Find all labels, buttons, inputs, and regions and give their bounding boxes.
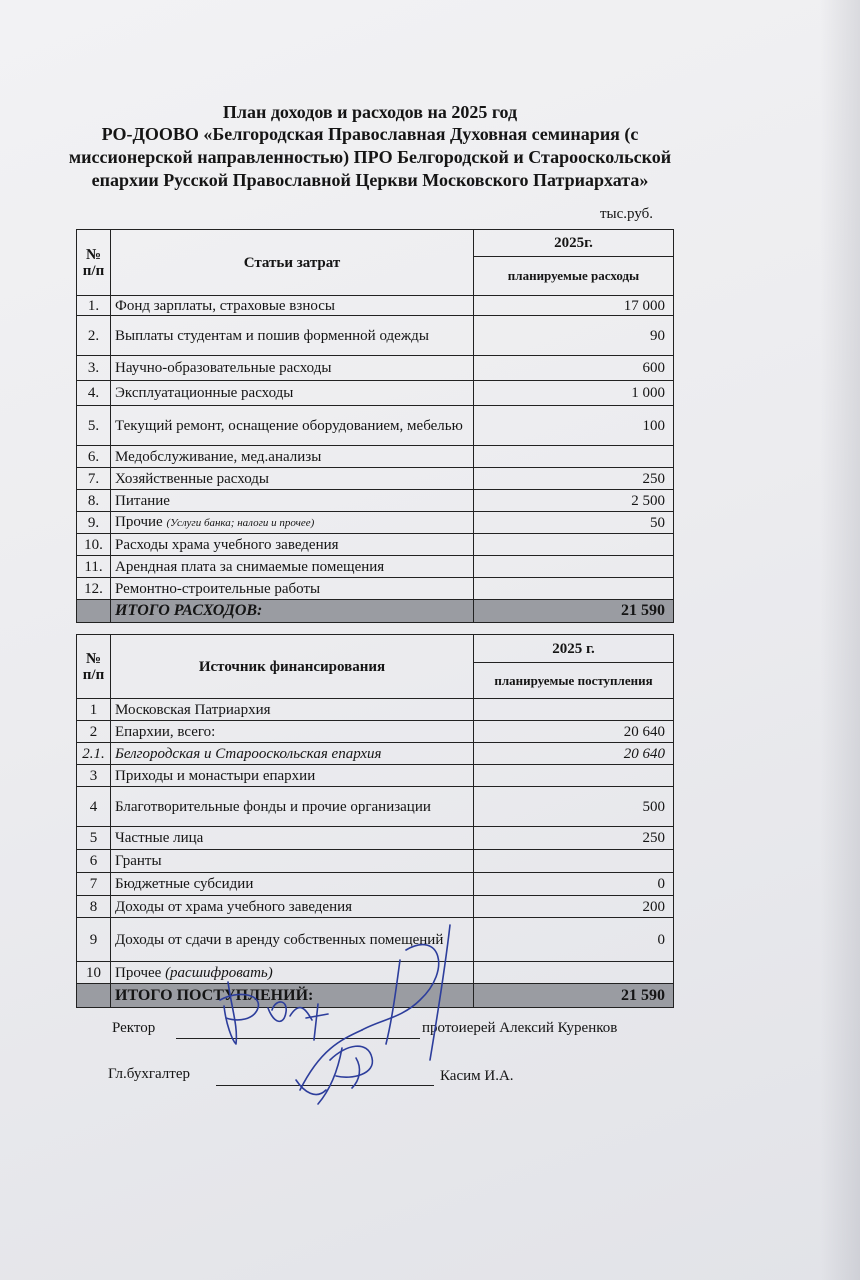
header-item: Статьи затрат xyxy=(111,230,474,296)
header-num: № п/п xyxy=(77,635,111,699)
header-year: 2025г. xyxy=(474,230,674,257)
table-row: 4 Благотворительные фонды и прочие организации 500 xyxy=(77,787,674,827)
table-row: 6. Медобслуживание, мед.анализы xyxy=(77,446,674,468)
income-total-label: ИТОГО ПОСТУПЛЕНИЙ: xyxy=(111,984,474,1008)
organization-name-line1: РО-ДООВО «Белгородская Православная Духовная семинария (с xyxy=(101,124,639,144)
table-row: 6 Гранты xyxy=(77,850,674,873)
table-row: 9. Прочие (Услуги банка; налоги и прочее) 50 xyxy=(77,512,674,534)
table-row: 10. Расходы храма учебного заведения xyxy=(77,534,674,556)
table-row: 2.1. Белгородская и Старооскольская епархия 20 640 xyxy=(77,743,674,765)
document-title: План доходов и расходов на 2025 год xyxy=(222,102,518,122)
header-year: 2025 г. xyxy=(474,635,674,663)
table-row: 7 Бюджетные субсидии 0 xyxy=(77,873,674,896)
table-row: 7. Хозяйственные расходы 250 xyxy=(77,468,674,490)
accountant-label: Гл.бухгалтер xyxy=(108,1066,190,1082)
table-row: 2 Епархии, всего: 20 640 xyxy=(77,721,674,743)
expenses-total-value: 21 590 xyxy=(474,600,674,623)
table-row: 3. Научно-образовательные расходы 600 xyxy=(77,356,674,381)
table-row: 12. Ремонтно-строительные работы xyxy=(77,578,674,600)
income-total-value: 21 590 xyxy=(474,984,674,1008)
table-row: 2. Выплаты студентам и пошив форменной одежды 90 xyxy=(77,316,674,356)
table-row: 4. Эксплуатационные расходы 1 000 xyxy=(77,381,674,406)
header-num: № п/п xyxy=(77,230,111,296)
table-row: 1. Фонд зарплаты, страховые взносы 17 000 xyxy=(77,296,674,316)
table-row: 5. Текущий ремонт, оснащение оборудованием, мебелью 100 xyxy=(77,406,674,446)
currency-units: тыс.руб. xyxy=(600,206,654,222)
table-row: 10 Прочее (расшифровать) xyxy=(77,962,674,984)
header-source: Источник финансирования xyxy=(111,635,474,699)
organization-name-line3: епархии Русской Православной Церкви Московского Патриархата» xyxy=(91,170,649,190)
header-planned-income: планируемые поступления xyxy=(474,663,674,699)
header-planned-expenses: планируемые расходы xyxy=(474,257,674,296)
row-note: (Услуги банка; налоги и прочее) xyxy=(166,517,315,529)
table-row: 9 Доходы от сдачи в аренду собственных помещений 0 xyxy=(77,918,674,962)
table-row: 8. Питание 2 500 xyxy=(77,490,674,512)
table-row: 3 Приходы и монастыри епархии xyxy=(77,765,674,787)
table-row: 5 Частные лица 250 xyxy=(77,827,674,850)
expenses-total-label: ИТОГО РАСХОДОВ: xyxy=(111,600,474,623)
table-row: 8 Доходы от храма учебного заведения 200 xyxy=(77,896,674,918)
table-row: 11. Арендная плата за снимаемые помещения xyxy=(77,556,674,578)
table-row: 1 Московская Патриархия xyxy=(77,699,674,721)
rector-name: протоиерей Алексий Куренков xyxy=(422,1020,618,1036)
row-note: (расшифровать) xyxy=(165,964,273,981)
accountant-name: Касим И.А. xyxy=(440,1068,514,1084)
rector-label: Ректор xyxy=(112,1020,156,1036)
organization-name-line2: миссионерской направленностью) ПРО Белгородской и Старооскольской xyxy=(68,147,672,167)
